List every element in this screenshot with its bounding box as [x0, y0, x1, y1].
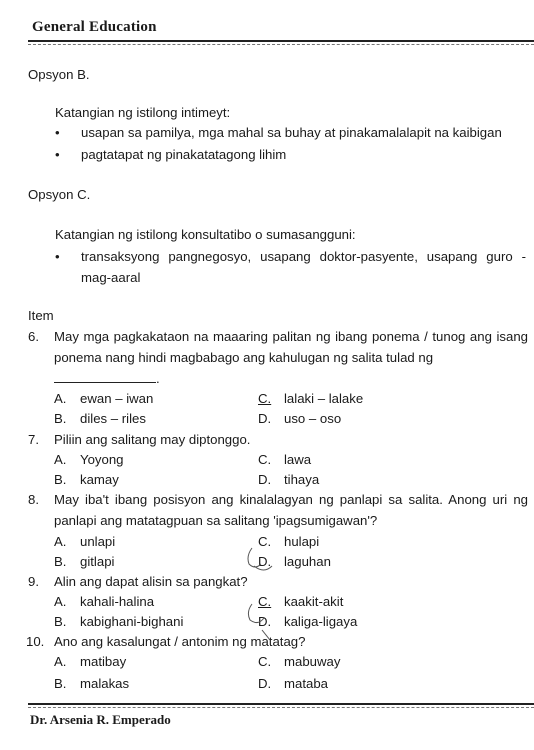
option-c: C. hulapi	[258, 534, 320, 549]
opsyon-b-heading: Opsyon B.	[28, 67, 90, 82]
question-text: Ano ang kasalungat / antonim ng matatag?	[54, 634, 306, 649]
option-b: B. malakas	[54, 676, 130, 691]
option-b: B. kabighani-bighani	[54, 614, 184, 629]
page-header-title: General Education	[32, 19, 157, 35]
option-a: A. ewan – iwan	[54, 391, 154, 406]
bullet-icon: •	[55, 125, 60, 140]
bullet-icon: •	[55, 249, 60, 264]
question-stem: May mga pagkakataon na maaaring palitan ng ibang ponema / tunog ang isang ponema nang hindi magbabago ang kahulugan ng salita tulad ng	[54, 329, 528, 365]
option-c: C. lawa	[258, 452, 312, 467]
option-d: D. mataba	[258, 676, 328, 691]
question-number: 8.	[28, 492, 39, 507]
bullet-text: usapan sa pamilya, mga mahal sa buhay at pinakamalalapit na kaibigan	[81, 125, 502, 140]
option-b: B. gitlapi	[54, 554, 115, 569]
question-text: Alin ang dapat alisin sa pangkat?	[54, 574, 248, 589]
option-c: C. kaakit-akit	[258, 594, 344, 609]
answer-blank: .	[54, 368, 528, 389]
option-c: C. lalaki – lalake	[258, 391, 364, 406]
option-b: B. diles – riles	[54, 411, 146, 426]
question-number: 9.	[28, 574, 39, 589]
opsyon-b-intro: Katangian ng istilong intimeyt:	[55, 105, 231, 120]
opsyon-c-intro: Katangian ng istilong konsultatibo o sumasangguni:	[55, 227, 356, 242]
bullet-text: transaksyong pangnegosyo, usapang doktor-pasyente, usapang guro - mag-aaral	[81, 249, 526, 285]
footer-rule	[28, 703, 534, 705]
option-a: A. matibay	[54, 654, 127, 669]
option-a: A. unlapi	[54, 534, 116, 549]
bullet-text: pagtatapat ng pinakatatagong lihim	[81, 147, 287, 162]
footer-rule-dashed	[28, 707, 534, 708]
option-d: D. tihaya	[258, 472, 320, 487]
question-number: 6.	[28, 329, 39, 344]
option-d: D. laguhan	[258, 554, 331, 569]
option-a: A. Yoyong	[54, 452, 124, 467]
option-b: B. kamay	[54, 472, 119, 487]
question-number: 7.	[28, 432, 39, 447]
option-d: D. uso – oso	[258, 411, 342, 426]
option-a: A. kahali-halina	[54, 594, 155, 609]
option-d: D. kaliga-ligaya	[258, 614, 358, 629]
question-text: May iba't ibang posisyon ang kinalalagyan ng panlapi sa salita. Anong uri ng panlapi ang matatagpuan sa salitang 'ipagsumigawan'?	[54, 492, 528, 528]
question-number: 10.	[26, 634, 45, 649]
question-text: Piliin ang salitang may diptonggo.	[54, 432, 251, 447]
bullet-icon: •	[55, 147, 60, 162]
opsyon-c-heading: Opsyon C.	[28, 187, 91, 202]
footer-author: Dr. Arsenia R. Emperado	[30, 712, 171, 727]
option-c: C. mabuway	[258, 654, 341, 669]
item-label: Item	[28, 308, 54, 323]
